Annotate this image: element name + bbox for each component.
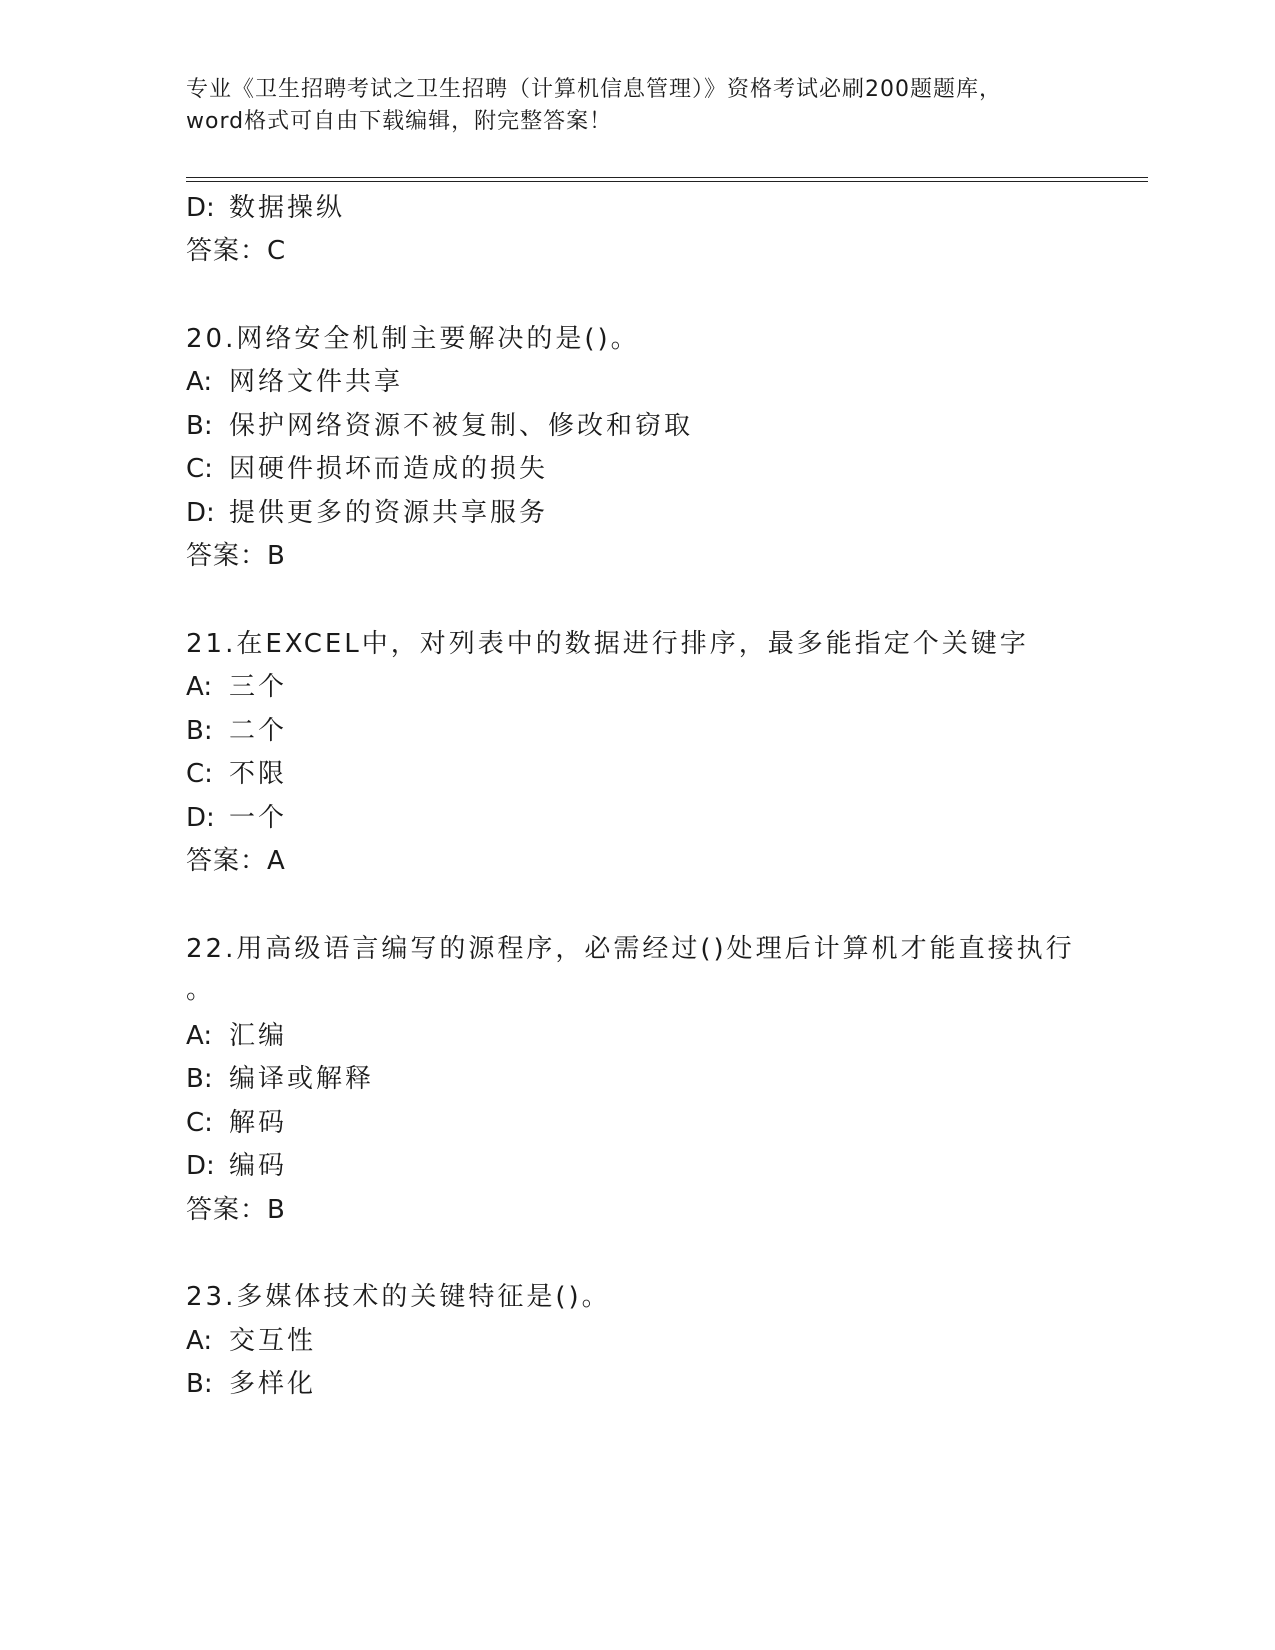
q22-option-a: [186, 1018, 287, 1054]
q21-option-b: [186, 713, 287, 749]
option-text: 多样化: [229, 1369, 317, 1399]
option-text: 编译或解释: [229, 1064, 375, 1094]
q23-option-a: [186, 1323, 316, 1359]
option-label: B:: [186, 1369, 213, 1399]
q22-answer: 答案：B: [186, 1195, 286, 1225]
option-label: D:: [186, 1151, 215, 1181]
q22-question-line-2: 。: [186, 975, 216, 1005]
q23-question: 23.多媒体技术的关键特征是()。: [186, 1282, 611, 1312]
option-label: B:: [186, 716, 213, 746]
q21-question: 21.在EXCEL中，对列表中的数据进行排序，最多能指定个关键字: [186, 629, 1029, 659]
header-line-2: word格式可自由下载编辑，附完整答案！: [186, 109, 613, 134]
option-label: D:: [186, 498, 215, 528]
q19-option-d: [186, 190, 345, 226]
q20-answer: 答案：B: [186, 541, 286, 571]
option-text: 编码: [229, 1151, 288, 1181]
option-text: 解码: [229, 1108, 288, 1138]
option-label: A:: [186, 1326, 213, 1356]
header-divider: [186, 177, 1148, 182]
q19-answer: 答案：C: [186, 236, 287, 266]
option-label: A:: [186, 367, 213, 397]
option-text: 二个: [229, 716, 288, 746]
option-text: 不限: [229, 759, 288, 789]
option-text: 网络文件共享: [229, 367, 404, 397]
q20-option-d: [186, 495, 548, 531]
q20-option-c: [186, 451, 548, 487]
option-text: 一个: [229, 803, 288, 833]
option-text: 三个: [229, 672, 288, 702]
q20-option-b: [186, 408, 693, 444]
option-label: A:: [186, 1021, 213, 1051]
option-label: D:: [186, 803, 215, 833]
q21-answer: 答案：A: [186, 846, 286, 876]
header-line-1: 专业《卫生招聘考试之卫生招聘（计算机信息管理）》资格考试必刷200题题库，: [186, 77, 1002, 102]
option-label: D:: [186, 193, 215, 223]
q23-option-b: [186, 1366, 316, 1402]
option-label: B:: [186, 411, 213, 441]
option-label: C:: [186, 454, 213, 484]
option-text: 因硬件损坏而造成的损失: [229, 454, 549, 484]
option-label: C:: [186, 759, 213, 789]
option-label: B:: [186, 1064, 213, 1094]
option-text: 保护网络资源不被复制、修改和窃取: [229, 411, 694, 441]
q22-option-c: [186, 1105, 287, 1141]
option-text: 数据操纵: [229, 193, 346, 223]
option-text: 交互性: [229, 1326, 317, 1356]
q20-question: 20.网络安全机制主要解决的是()。: [186, 324, 640, 354]
option-text: 汇编: [229, 1021, 288, 1051]
option-label: A:: [186, 672, 213, 702]
q21-option-d: [186, 800, 287, 836]
q21-option-a: [186, 669, 287, 705]
q21-option-c: [186, 756, 287, 792]
q22-question-line-1: 22.用高级语言编写的源程序，必需经过()处理后计算机才能直接执行: [186, 934, 1075, 964]
q22-option-b: [186, 1061, 374, 1097]
document-header: [186, 74, 1086, 138]
q20-option-a: [186, 364, 403, 400]
option-label: C:: [186, 1108, 213, 1138]
option-text: 提供更多的资源共享服务: [229, 498, 549, 528]
q22-option-d: [186, 1148, 287, 1184]
